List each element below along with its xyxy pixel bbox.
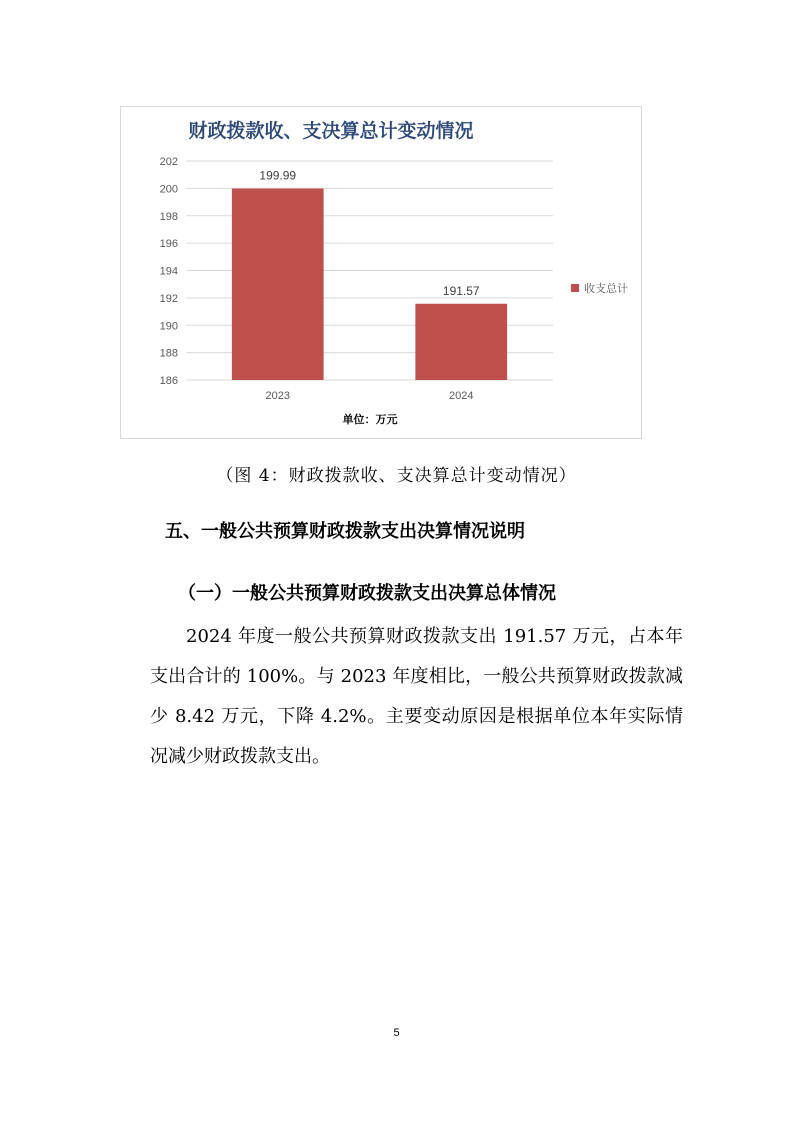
x-axis-label: 单位：万元 — [342, 413, 398, 426]
x-tick-label-2024: 2024 — [449, 390, 474, 402]
figure-caption: （图 4：财政拨款收、支决算总计变动情况） — [216, 466, 577, 486]
y-tick-label: 188 — [159, 347, 178, 360]
y-tick-label: 186 — [159, 375, 178, 387]
data-label-2024: 191.57 — [442, 283, 480, 298]
chart-container — [120, 106, 642, 439]
bar-2023 — [232, 189, 324, 380]
y-tick-label: 200 — [159, 183, 178, 196]
body-paragraph: 2024 年度一般公共预算财政拨款支出 191.57 万元，占本年支出合计的 100%。与 2023 年度相比，一般公共预算财政拨款减少 8.42 万元，下降 4.2%。主要变动原因是根据单位本年实际情况减少财政拨款支出。 — [150, 626, 683, 767]
x-tick-label-2023: 2023 — [265, 390, 290, 402]
legend-label: 收支总计 — [584, 282, 628, 295]
y-tick-label: 196 — [159, 238, 178, 251]
y-tick-label: 190 — [159, 320, 178, 333]
section-title: 五、一般公共预算财政拨款支出决算情况说明 — [165, 521, 525, 542]
chart-title: 财政拨款收、支决算总计变动情况 — [188, 120, 474, 142]
y-tick-label: 202 — [159, 156, 178, 168]
y-tick-label: 198 — [159, 210, 178, 223]
y-tick-label: 192 — [159, 292, 178, 305]
y-tick-label: 194 — [159, 265, 178, 278]
bar-2024 — [415, 304, 507, 380]
bar-chart — [121, 107, 643, 440]
data-label-2023: 199.99 — [259, 168, 297, 183]
page-number: 5 — [393, 1027, 400, 1039]
subsection-title: （一）一般公共预算财政拨款支出决算总体情况 — [178, 583, 556, 604]
legend-swatch — [571, 284, 579, 292]
